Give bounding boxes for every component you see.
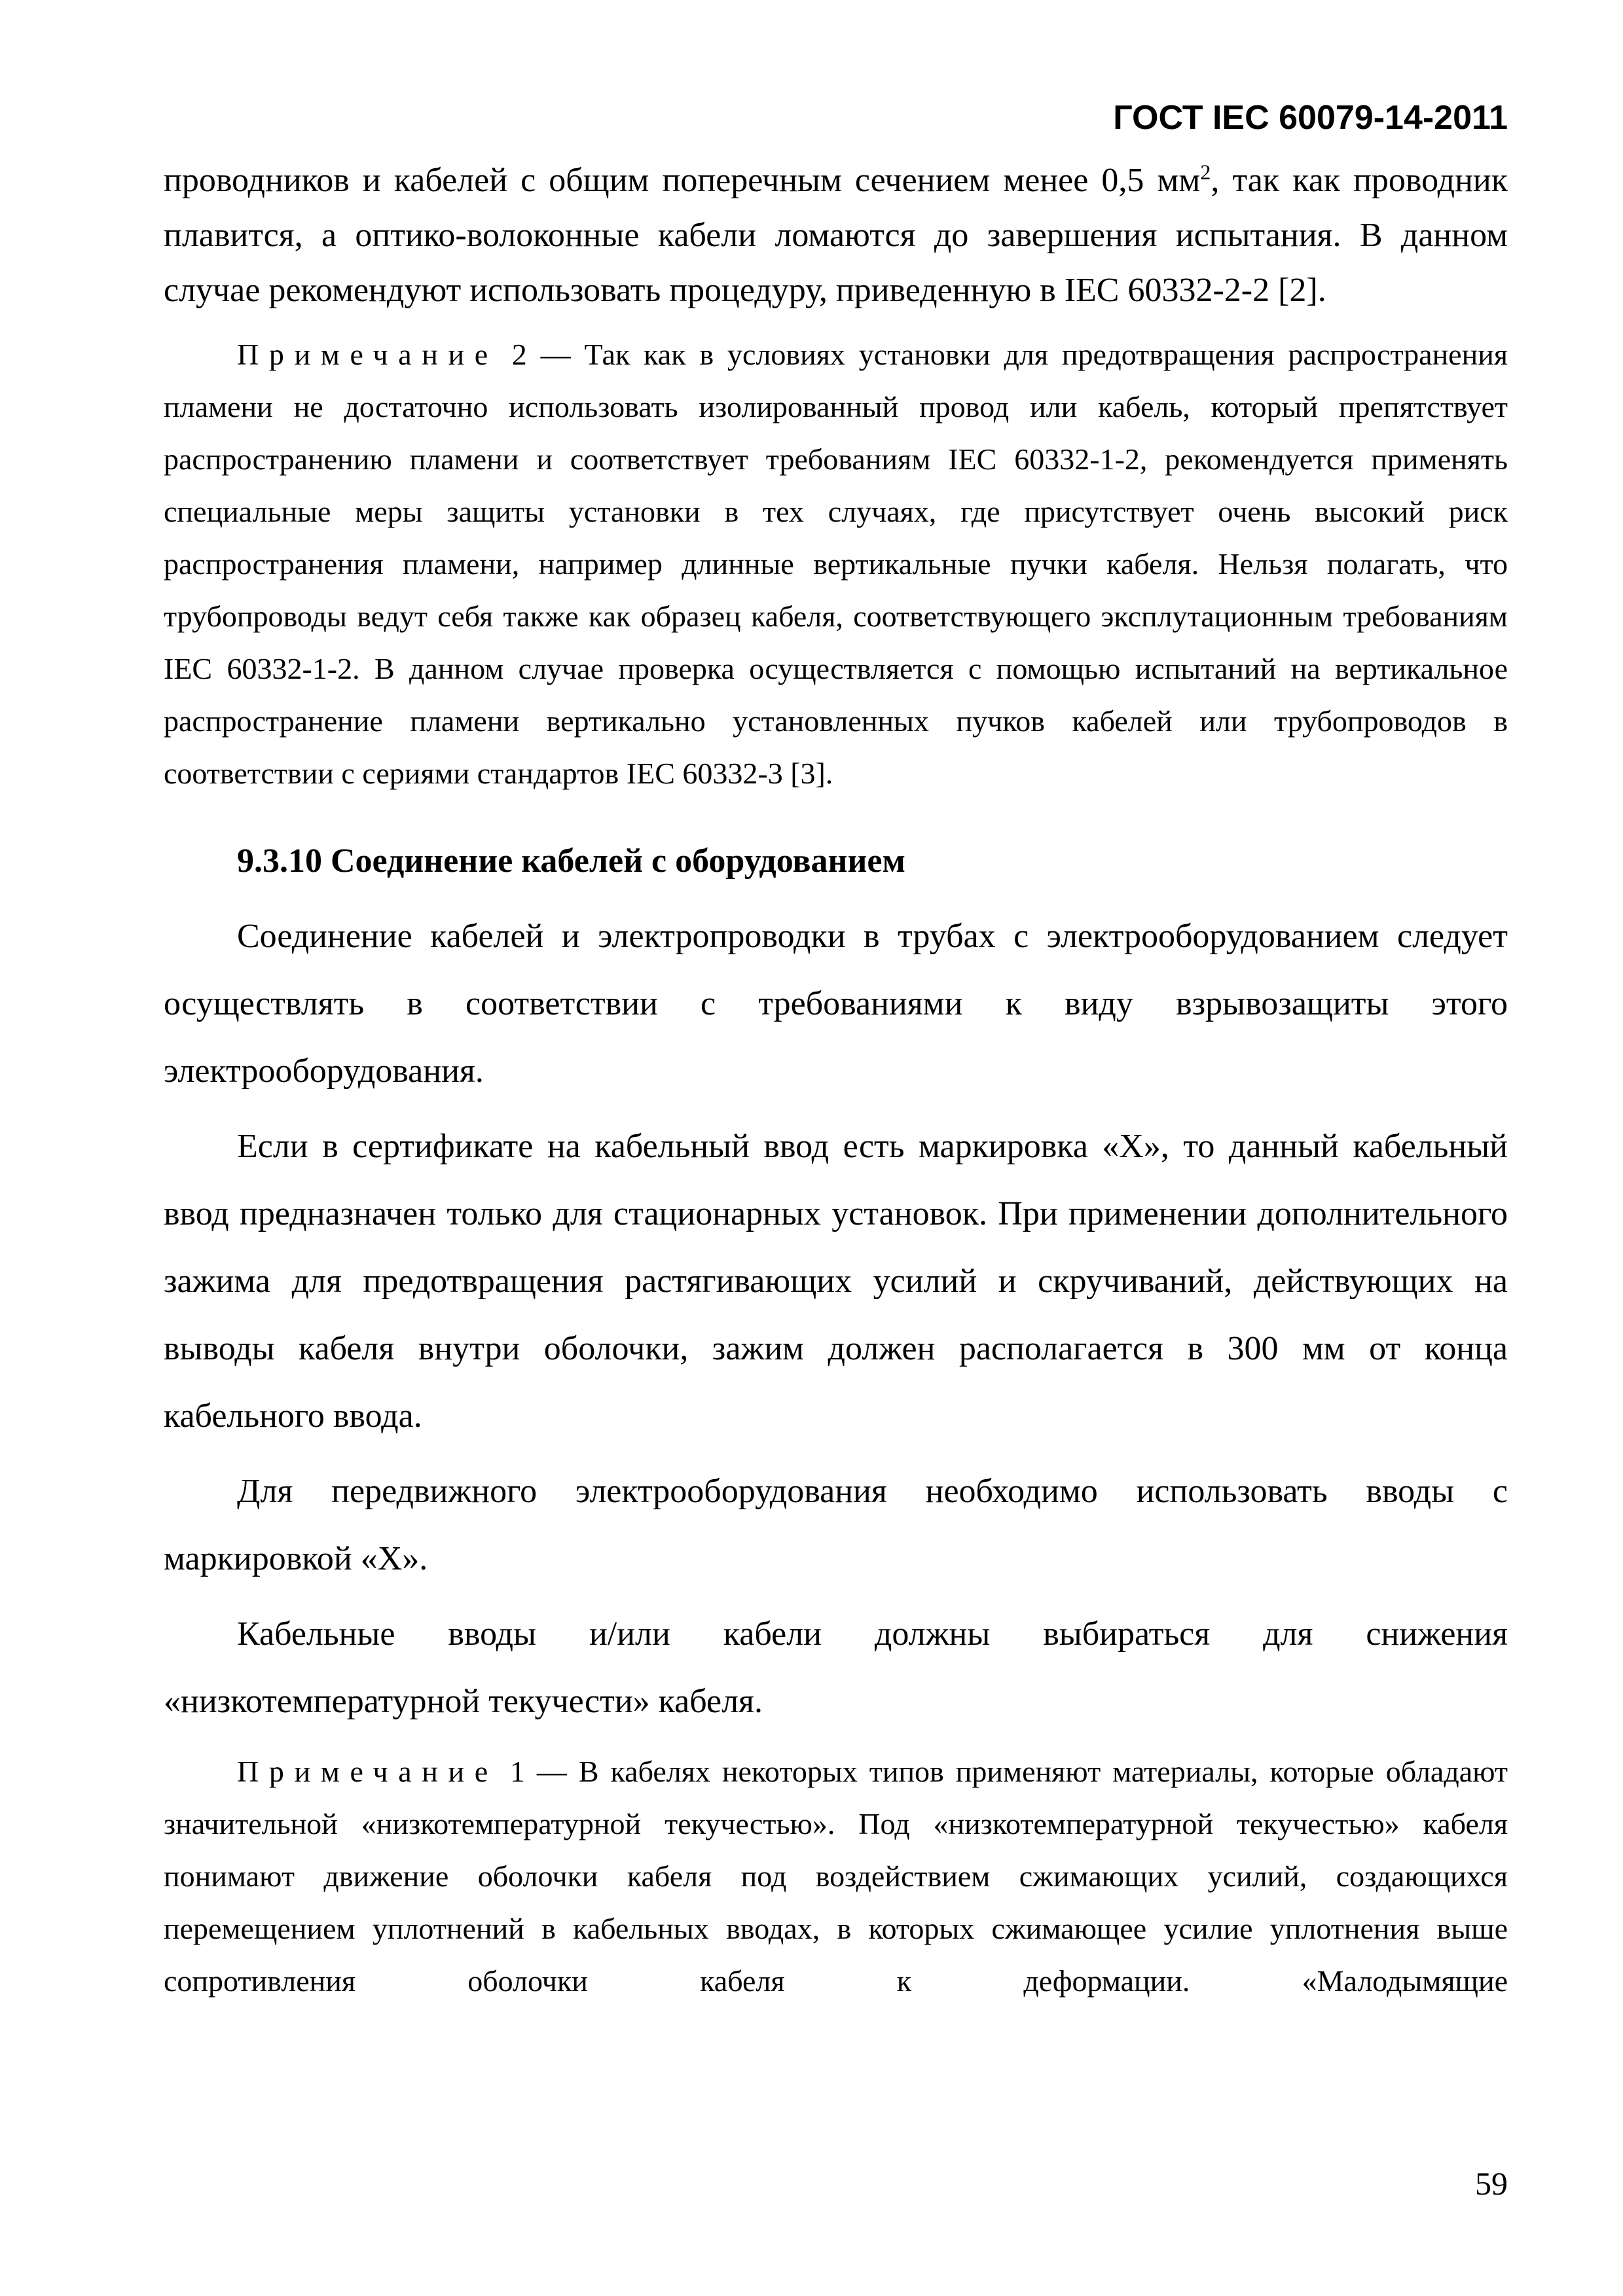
- note-1-paragraph: [164, 1746, 1508, 2007]
- paragraph-mobile-equipment: Для передвижного электрооборудования необходимо использовать вводы с маркировкой «Х».: [164, 1473, 1508, 1577]
- paragraph-certificate-marking: Если в сертификате на кабельный ввод есть маркировка «Х», то данный кабельный ввод предназначен только для стационарных установок. При применении дополнительного зажима для предотвращения растягивающих усилий и скручиваний, действующих на выводы кабеля внутри оболочки, зажим должен располагается в 300 мм от конца кабельного ввода.: [164, 1128, 1508, 1435]
- note-2-text: Так как в условиях установки для предотвращения распространения пламени не достаточно использовать изолированный провод или кабель, который препятствует распространению пламени и соответствует требованиям IEC 60332-1-2, рекомендуется применять специальные меры защиты установки в тех случаях, где присутствует очень высокий риск распространения пламени, например длинные вертикальные пучки кабеля. Нельзя полагать, что трубопроводы ведут себя также как образец кабеля, соответствующего эксплутационным требованиям IEC 60332-1-2. В данном случае проверка осуществляется с помощью испытаний на вертикальное распространение пламени вертикально установленных пучков кабелей или трубопроводов в соответствии с сериями стандартов IEC 60332-3 [3].: [164, 338, 1508, 790]
- note-2-label: Примечание: [237, 338, 498, 371]
- section-heading-9-3-10: 9.3.10 Соединение кабелей с оборудованием: [237, 842, 905, 880]
- note-2-dash: —: [540, 338, 571, 371]
- paragraph-connection: Соединение кабелей и электропроводки в трубах с электрооборудованием следует осуществлять в соответствии с требованиями к виду взрывозащиты этого электрооборудования.: [164, 918, 1508, 1090]
- superscript-mm2: 2: [1200, 160, 1211, 185]
- note-1-dash: —: [536, 1755, 567, 1788]
- paragraph-cable-glands: Кабельные вводы и/или кабели должны выбираться для снижения «низкотемпературной текучести» кабеля.: [164, 1615, 1508, 1720]
- paragraph-text-after-superscript: , так как проводник плавится, а оптико-волоконные кабели ломаются до завершения испытания. В данном случае рекомендуют использовать процедуру, приведенную в IEC 60332-2-2 [2].: [164, 162, 1508, 309]
- paragraph-conductors-continuation: [164, 153, 1508, 318]
- note-2-number: 2: [511, 338, 527, 371]
- note-2-paragraph: [164, 329, 1508, 800]
- page-number: 59: [1475, 2165, 1508, 2202]
- paragraph-text-before-superscript: проводников и кабелей с общим поперечным сечением менее 0,5 мм: [164, 162, 1201, 199]
- note-1-number: 1: [509, 1755, 525, 1788]
- note-1-text: В кабелях некоторых типов применяют материалы, которые обладают значительной «низкотемпературной текучестью». Под «низкотемпературной текучестью» кабеля понимают движение оболочки кабеля под воздействием сжимающих усилий, создающихся перемещением уплотнений в кабельных вводах, в которых сжимающее усилие уплотнения выше сопротивления оболочки кабеля к деформации. «Малодымящие: [164, 1755, 1508, 1998]
- document-standard-header: ГОСТ IEC 60079-14-2011: [1113, 99, 1508, 137]
- note-1-label: Примечание: [237, 1755, 498, 1788]
